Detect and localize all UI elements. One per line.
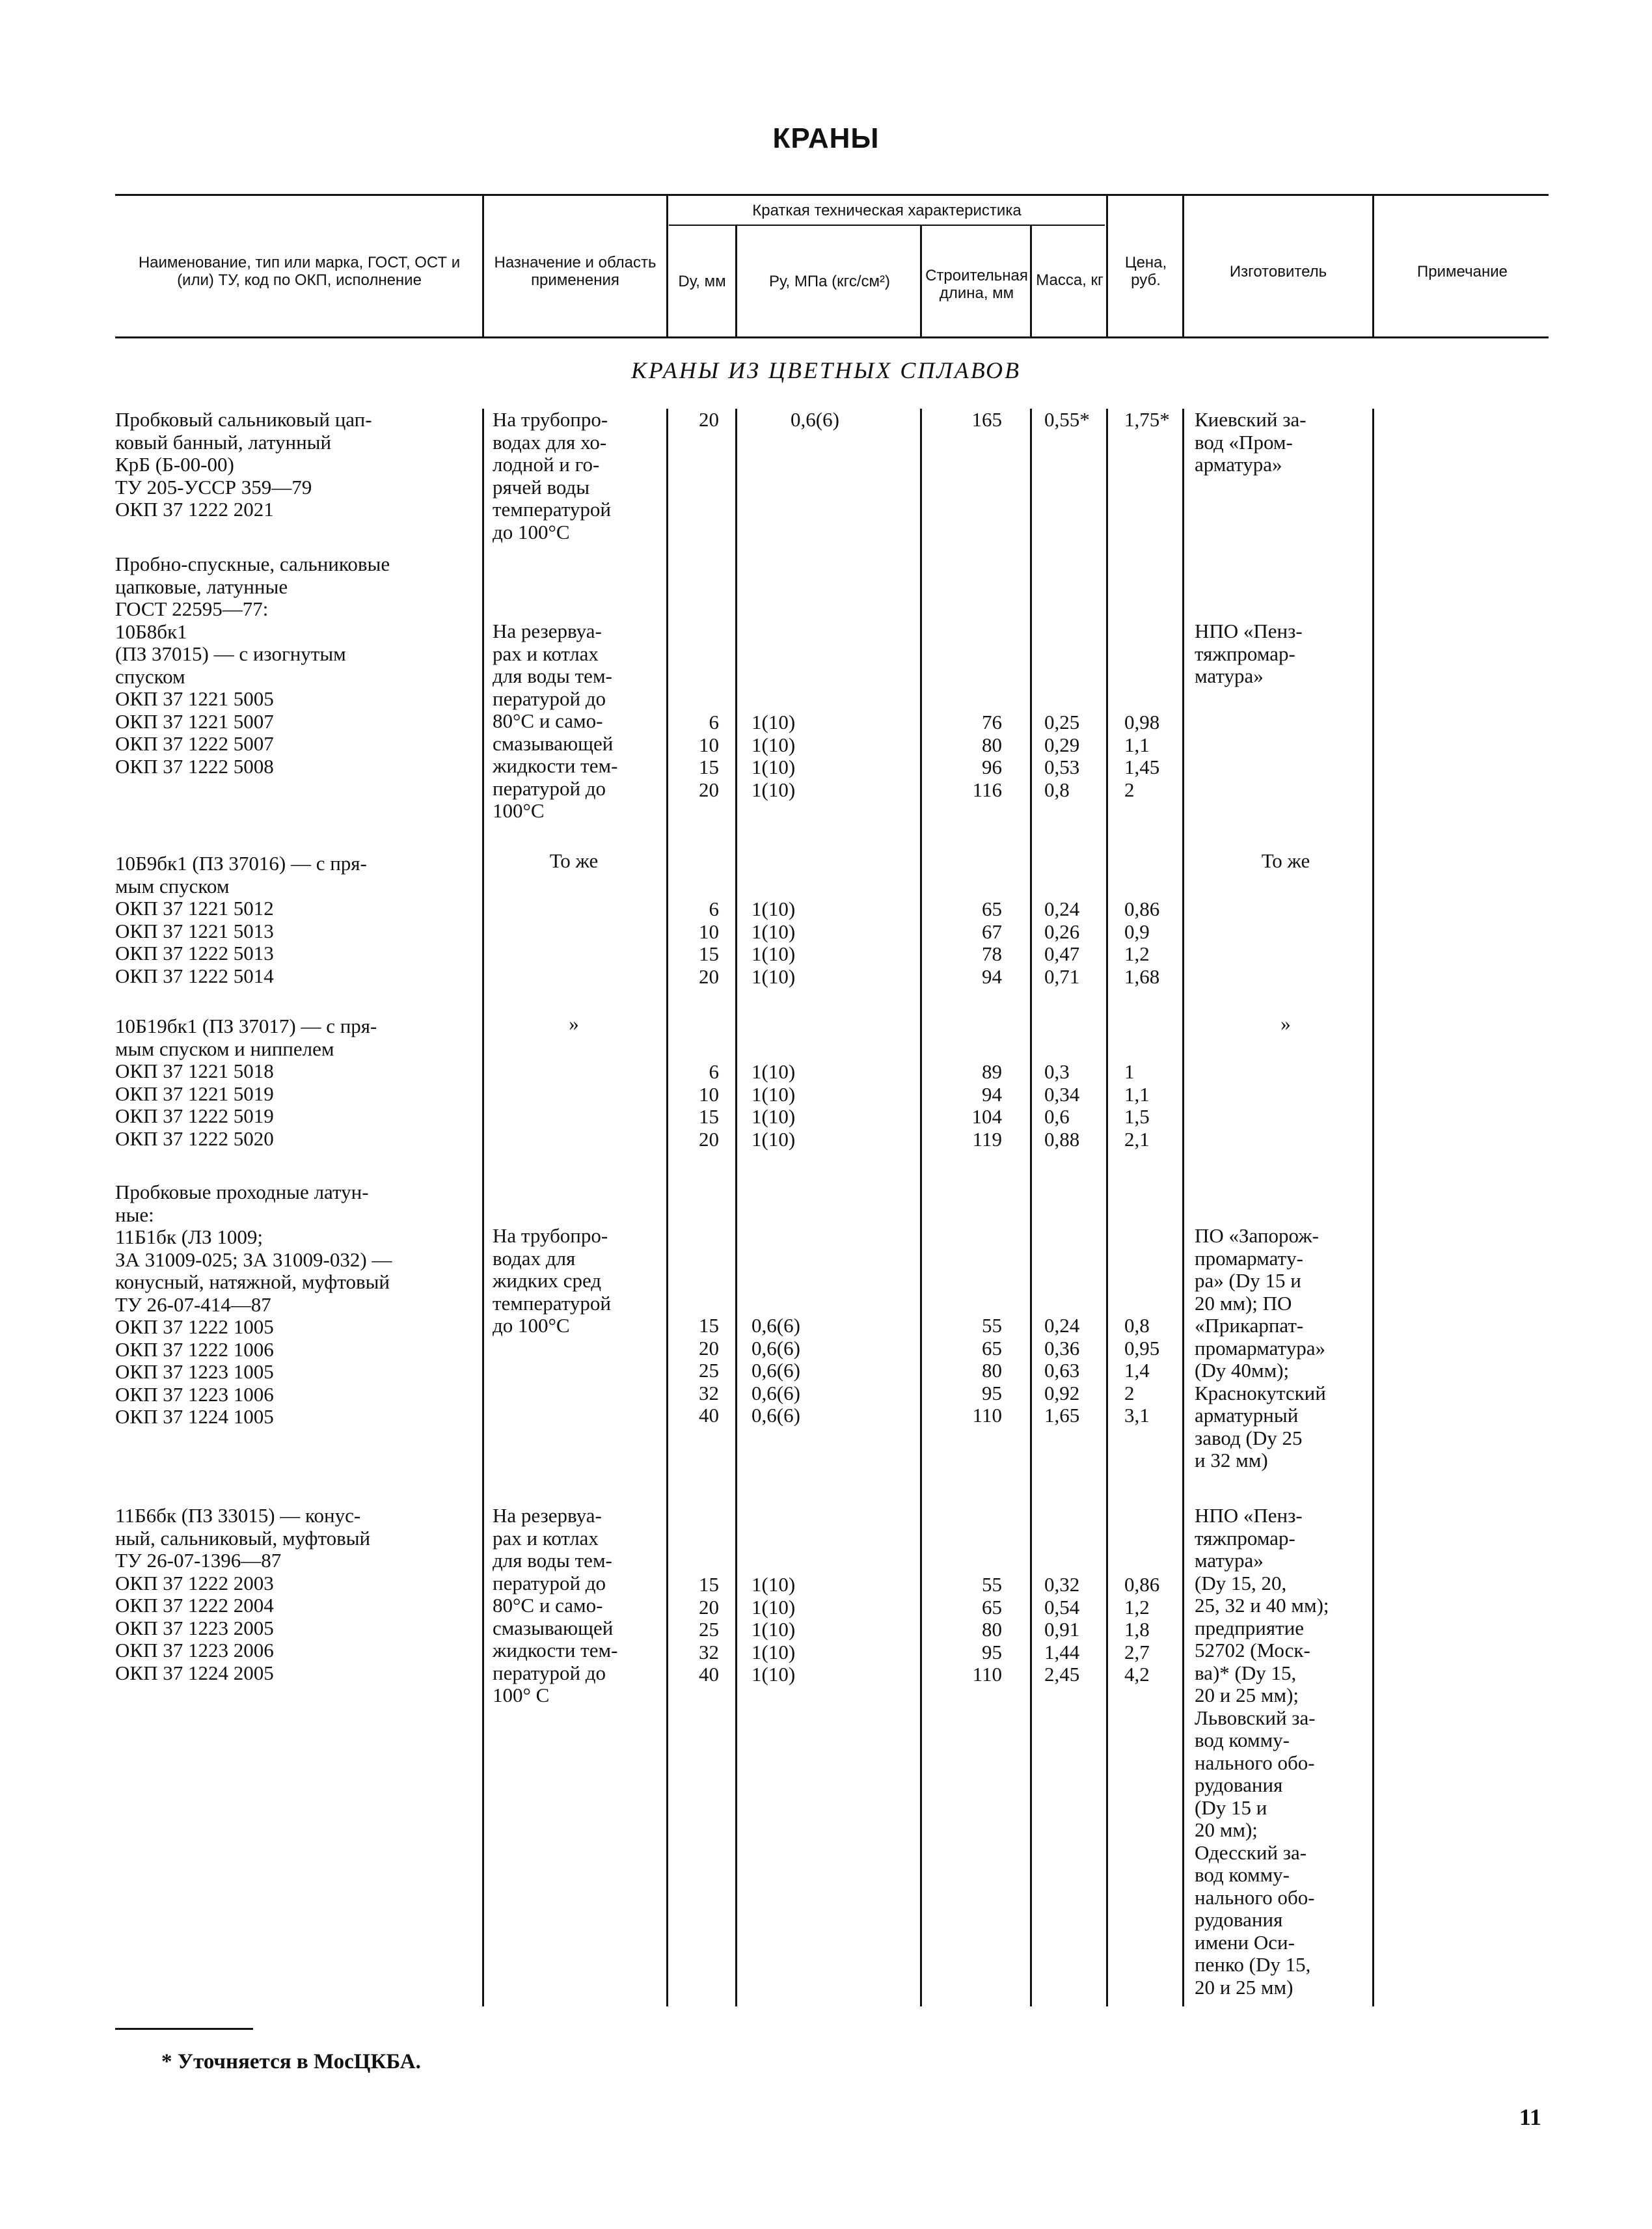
valve-name: Пробковый сальниковый цап- ковый банный, латунный КрБ (Б-00-00) ТУ 205-УССР 359—79 ОКП 37 1222 2021 bbox=[115, 408, 372, 521]
valve-manufacturer: ПО «Запорож- промарматy- ра» (Dy 15 и 20 мм); ПО «Прикарпат- промарматура» (Dy 40мм); Краснокутский арматурный завод (Dy 25 и 32 мм) bbox=[1195, 1224, 1326, 1471]
header-mass: Масса, кг bbox=[1036, 271, 1104, 289]
valve-purpose: На трубопро- водах для хо- лодной и го- рячей воды температурой до 100°С bbox=[493, 408, 611, 543]
header-py: Pу, МПа (кгс/см²) bbox=[768, 272, 891, 290]
header-manufacturer: Изготовитель bbox=[1229, 262, 1327, 280]
valve-price: 1,75* bbox=[1124, 408, 1170, 431]
footnote: * Уточняется в МосЦКБА. bbox=[161, 2050, 421, 2073]
body-divider bbox=[666, 409, 668, 2006]
header-price: Цена, руб. bbox=[1124, 254, 1167, 289]
valve-name: 10Б9бк1 (ПЗ 37016) — с пря- мым спуском ОКП 37 1221 5012 ОКП 37 1221 5013 ОКП 37 1222 5013 ОКП 37 1222 5014 bbox=[115, 852, 367, 987]
valve-manufacturer: НПО «Пенз- тяжпромар- матура» bbox=[1195, 620, 1303, 687]
valve-length: 89 94 104 119 bbox=[971, 1060, 1002, 1151]
valve-name: 10Б19бк1 (ПЗ 37017) — с пря- мым спуском и ниппелем ОКП 37 1221 5018 ОКП 37 1221 5019 ОКП 37 1222 5019 ОКП 37 1222 5020 bbox=[115, 1015, 377, 1150]
header-bottom-rule bbox=[115, 336, 1549, 338]
valve-py: 1(10) 1(10) 1(10) 1(10) bbox=[752, 897, 796, 988]
valve-manufacturer: НПО «Пенз- тяжпромар- матура» (Dy 15, 20, 25, 32 и 40 мм); предприятие 52702 (Моск- ва)* (Dy 15, 20 и 25 мм); Львовский за- вод комму- нального обо- рудования (Dy 15 и 20 мм); Одесский за- вод комму- нального обо- рудования имени Оси- пенко (Dy 15, 20 и 25 мм) bbox=[1195, 1504, 1329, 1999]
valve-mass: 0,3 0,34 0,6 0,88 bbox=[1044, 1060, 1080, 1151]
valve-purpose: » bbox=[569, 1012, 579, 1035]
header-divider bbox=[1182, 195, 1184, 337]
valve-py: 0,6(6) bbox=[791, 408, 839, 431]
body-divider bbox=[735, 409, 737, 2006]
header-brief: Краткая техническая характеристика bbox=[752, 201, 1022, 219]
valve-mass: 0,32 0,54 0,91 1,44 2,45 bbox=[1044, 1573, 1080, 1686]
valve-manufacturer: Киевский за- вод «Пром- арматура» bbox=[1195, 408, 1307, 476]
valve-py: 1(10) 1(10) 1(10) 1(10) 1(10) bbox=[752, 1573, 796, 1686]
header-divider bbox=[482, 195, 484, 337]
header-divider bbox=[735, 225, 737, 337]
header-dy: Dу, мм bbox=[678, 272, 726, 290]
valve-py: 0,6(6) 0,6(6) 0,6(6) 0,6(6) 0,6(6) bbox=[752, 1314, 800, 1427]
valve-dy: 15 20 25 32 40 bbox=[699, 1314, 719, 1427]
header-purpose: Назначение и область применения bbox=[494, 254, 657, 289]
valve-length: 55 65 80 95 110 bbox=[972, 1573, 1002, 1686]
header-top-rule bbox=[115, 194, 1549, 196]
valve-name: Пробковые проходные латун- ные: 11Б1бк (ЛЗ 1009; ЗА 31009-025; ЗА 31009-032) — конусный, натяжной, муфтовый ТУ 26-07-414—87 ОКП 37 1222 1005 ОКП 37 1222 1006 ОКП 37 1223 1005 ОКП 37 1223 1006 ОКП 37 1224 1005 bbox=[115, 1181, 392, 1428]
valve-py: 1(10) 1(10) 1(10) 1(10) bbox=[752, 711, 796, 801]
valve-dy: 20 bbox=[699, 408, 719, 431]
body-divider bbox=[1106, 409, 1108, 2006]
body-divider bbox=[1030, 409, 1032, 2006]
header-divider bbox=[666, 195, 668, 337]
valve-manufacturer: » bbox=[1280, 1012, 1291, 1035]
valve-price: 1 1,1 1,5 2,1 bbox=[1124, 1060, 1150, 1151]
valve-mass: 0,24 0,36 0,63 0,92 1,65 bbox=[1044, 1314, 1080, 1427]
valve-length: 76 80 96 116 bbox=[972, 711, 1002, 801]
valve-purpose: На резервуа- рах и котлах для воды тем- пературой до 80°С и само- смазывающей жидкости тем- пературой до 100° С bbox=[493, 1504, 618, 1706]
valve-purpose: На трубопро- водах для жидких сред температурой до 100°С bbox=[493, 1224, 611, 1337]
header-divider bbox=[920, 225, 922, 337]
footnote-rule bbox=[115, 2028, 253, 2030]
valve-length: 65 67 78 94 bbox=[982, 897, 1002, 988]
valve-price: 0,86 0,9 1,2 1,68 bbox=[1124, 897, 1160, 988]
valve-name: Пробно-спускные, сальниковые цапковые, латунные ГОСТ 22595—77: 10Б8бк1 (ПЗ 37015) — с изогнутым спуском ОКП 37 1221 5005 ОКП 37 1221 5007 ОКП 37 1222 5007 ОКП 37 1222 5008 bbox=[115, 553, 390, 778]
valve-dy: 15 20 25 32 40 bbox=[699, 1573, 719, 1686]
section-title: КРАНЫ ИЗ ЦВЕТНЫХ СПЛАВОВ bbox=[631, 357, 1021, 383]
header-length: Строительная длина, мм bbox=[925, 267, 1028, 302]
page-number: 11 bbox=[1519, 2104, 1542, 2130]
valve-dy: 6 10 15 20 bbox=[699, 897, 719, 988]
header-note: Примечание bbox=[1417, 262, 1508, 280]
page-title: КРАНЫ bbox=[772, 122, 880, 154]
valve-price: 0,8 0,95 1,4 2 3,1 bbox=[1124, 1314, 1160, 1427]
header-divider bbox=[1372, 195, 1374, 337]
valve-purpose: На резервуа- рах и котлах для воды тем- пературой до 80°С и само- смазывающей жидкости тем- пературой до 100°С bbox=[493, 620, 618, 822]
header-divider bbox=[1030, 225, 1032, 337]
body-divider bbox=[482, 409, 484, 2006]
valve-py: 1(10) 1(10) 1(10) 1(10) bbox=[752, 1060, 796, 1151]
valve-mass: 0,24 0,26 0,47 0,71 bbox=[1044, 897, 1080, 988]
valve-dy: 6 10 15 20 bbox=[699, 1060, 719, 1151]
valve-length: 55 65 80 95 110 bbox=[972, 1314, 1002, 1427]
header-name: Наименование, тип или марка, ГОСТ, ОСТ и (или) ТУ, код по ОКП, исполнение bbox=[138, 254, 461, 289]
valve-purpose: То же bbox=[549, 849, 599, 872]
valve-name: 11Б6бк (ПЗ 33015) — конус- ный, сальниковый, муфтовый ТУ 26-07-1396—87 ОКП 37 1222 2003 ОКП 37 1222 2004 ОКП 37 1223 2005 ОКП 37 1223 2006 ОКП 37 1224 2005 bbox=[115, 1504, 371, 1684]
valve-price: 0,86 1,2 1,8 2,7 4,2 bbox=[1124, 1573, 1160, 1686]
valve-manufacturer: То же bbox=[1261, 849, 1310, 872]
header-divider bbox=[1106, 195, 1108, 337]
brief-underline bbox=[669, 225, 1105, 226]
valve-dy: 6 10 15 20 bbox=[699, 711, 719, 801]
valve-length: 165 bbox=[971, 408, 1002, 431]
body-divider bbox=[920, 409, 922, 2006]
valve-mass: 0,55* bbox=[1044, 408, 1090, 431]
valve-mass: 0,25 0,29 0,53 0,8 bbox=[1044, 711, 1080, 801]
valve-price: 0,98 1,1 1,45 2 bbox=[1124, 711, 1160, 801]
body-divider bbox=[1182, 409, 1184, 2006]
